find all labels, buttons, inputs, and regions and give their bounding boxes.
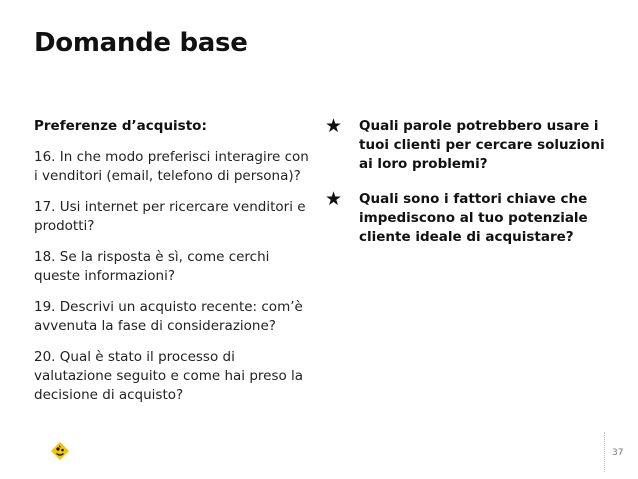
left-heading: Preferenze d’acquisto:	[34, 118, 207, 134]
question-18: 18. Se la risposta è sì, come cerchi queste informazioni?	[34, 249, 270, 284]
page-number-divider	[604, 432, 605, 472]
star-bullet-item	[325, 117, 615, 174]
question-19: 19. Descrivi un acquisto recente: com’è avvenuta la fase di considerazione?	[34, 299, 303, 334]
right-column	[325, 117, 615, 263]
star-bullet-item	[325, 190, 615, 247]
page-number: 37	[612, 448, 624, 458]
star-icon: ★	[325, 188, 343, 210]
question-20: 20. Qual è stato il processo di valutazione seguito e come hai preso la decisione di acquisto?	[34, 349, 304, 403]
left-column	[34, 117, 316, 417]
star-bullet-text: Quali parole potrebbero usare i tuoi clienti per cercare soluzioni ai loro problemi?	[359, 118, 605, 172]
question-17: 17. Usi internet per ricercare venditori e prodotti?	[34, 199, 306, 234]
star-bullet-text: Quali sono i fattori chiave che impediscono al tuo potenziale cliente ideale di acquistare?	[359, 191, 588, 245]
star-icon: ★	[325, 115, 343, 137]
brand-logo-icon	[50, 441, 70, 461]
question-16: 16. In che modo preferisci interagire con i venditori (email, telefono di persona)?	[34, 149, 309, 184]
brand-logo-svg	[50, 441, 70, 461]
slide-title: Domande base	[34, 28, 248, 58]
